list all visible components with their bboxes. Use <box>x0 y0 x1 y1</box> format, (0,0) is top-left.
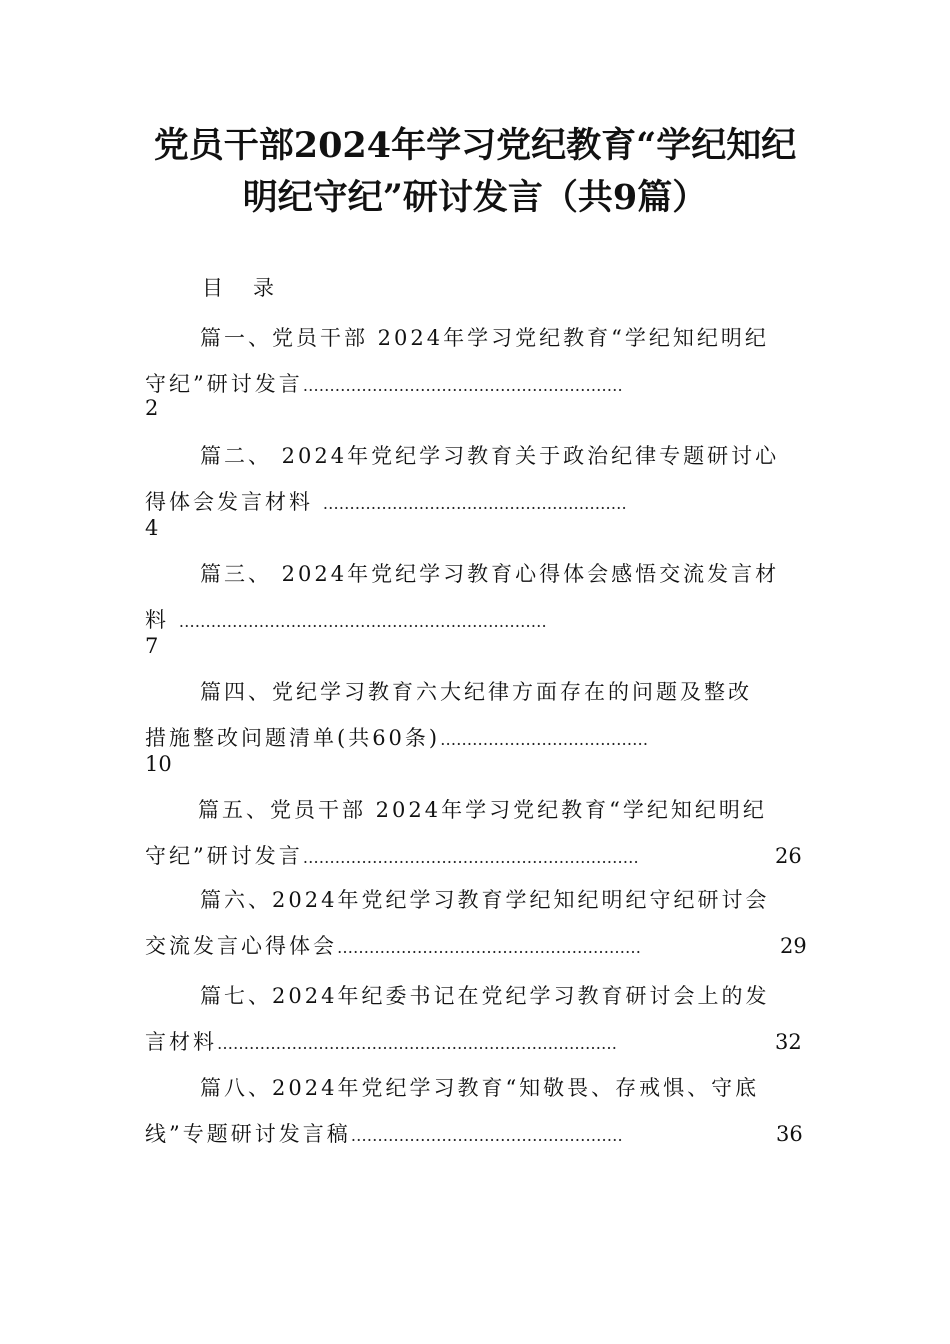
toc-entry-5-line-1[interactable]: 篇五、党员干部 2024年学习党纪教育“学纪知纪明纪 <box>198 798 767 822</box>
toc-entry-1-line-2[interactable] <box>145 368 623 398</box>
toc-entry-4-line-2[interactable] <box>145 722 648 752</box>
toc-entry-7-line-2[interactable] <box>145 1026 617 1056</box>
toc-entry-3-page[interactable]: 7 <box>145 634 159 658</box>
toc-entry-8-page[interactable]: 36 <box>776 1122 803 1146</box>
toc-entry-7-page[interactable]: 32 <box>775 1030 802 1054</box>
toc-entry-2-line-1[interactable]: 篇二、 2024年党纪学习教育关于政治纪律专题研讨心 <box>200 444 780 468</box>
toc-entry-4-page[interactable]: 10 <box>145 752 172 776</box>
leader-dots: ………………………………………………… <box>337 938 641 957</box>
leader-dots: ……………………………………………………… <box>302 848 639 867</box>
document-title-line-2: 明纪守纪”研讨发言（共9篇） <box>242 177 708 218</box>
toc-entry-1-text: 守纪”研讨发言 <box>145 372 303 396</box>
toc-entry-1-line-1[interactable]: 篇一、党员干部 2024年学习党纪教育“学纪知纪明纪 <box>200 326 769 350</box>
toc-entry-6-line-1[interactable]: 篇六、2024年党纪学习教育学纪知纪明纪守纪研讨会 <box>200 888 770 912</box>
toc-entry-2-line-2[interactable] <box>145 486 627 516</box>
toc-entry-8-text: 线”专题研讨发言稿 <box>145 1122 351 1146</box>
toc-entry-8-line-2[interactable] <box>145 1118 623 1148</box>
leader-dots: …………………………………………………………… <box>178 612 547 631</box>
toc-entry-6-line-2[interactable] <box>145 930 641 960</box>
toc-entry-8-line-1[interactable]: 篇八、2024年党纪学习教育“知敬畏、存戒惧、守底 <box>200 1076 760 1100</box>
leader-dots: …………………………………………………… <box>302 376 623 395</box>
toc-entry-3-line-2[interactable] <box>145 604 547 634</box>
toc-entry-5-line-2[interactable] <box>145 840 639 870</box>
leader-dots: ………………………………… <box>440 730 649 749</box>
toc-entry-2-page[interactable]: 4 <box>145 516 159 540</box>
toc-heading: 目录 <box>202 276 304 300</box>
leader-dots: ………………………………………………………………… <box>217 1034 617 1053</box>
toc-entry-3-text: 料 <box>145 608 169 632</box>
toc-entry-6-page[interactable]: 29 <box>780 934 807 958</box>
toc-entry-2-text: 得体会发言材料 <box>145 490 313 514</box>
document-title-line-1: 党员干部2024年学习党纪教育“学纪知纪 <box>153 125 797 166</box>
toc-entry-7-text: 言材料 <box>145 1030 217 1054</box>
toc-entry-5-text: 守纪”研讨发言 <box>145 844 303 868</box>
toc-entry-4-text: 措施整改问题清单(共60条) <box>145 726 441 750</box>
toc-entry-1-page[interactable]: 2 <box>145 396 159 420</box>
toc-entry-7-line-1[interactable]: 篇七、2024年纪委书记在党纪学习教育研讨会上的发 <box>200 984 770 1008</box>
toc-entry-5-page[interactable]: 26 <box>775 844 802 868</box>
toc-entry-3-line-1[interactable]: 篇三、 2024年党纪学习教育心得体会感悟交流发言材 <box>200 562 780 586</box>
toc-entry-4-line-1[interactable]: 篇四、党纪学习教育六大纪律方面存在的问题及整改 <box>200 680 752 704</box>
leader-dots: ………………………………………………… <box>322 494 627 513</box>
toc-entry-6-text: 交流发言心得体会 <box>145 934 337 958</box>
leader-dots: …………………………………………… <box>350 1126 623 1145</box>
